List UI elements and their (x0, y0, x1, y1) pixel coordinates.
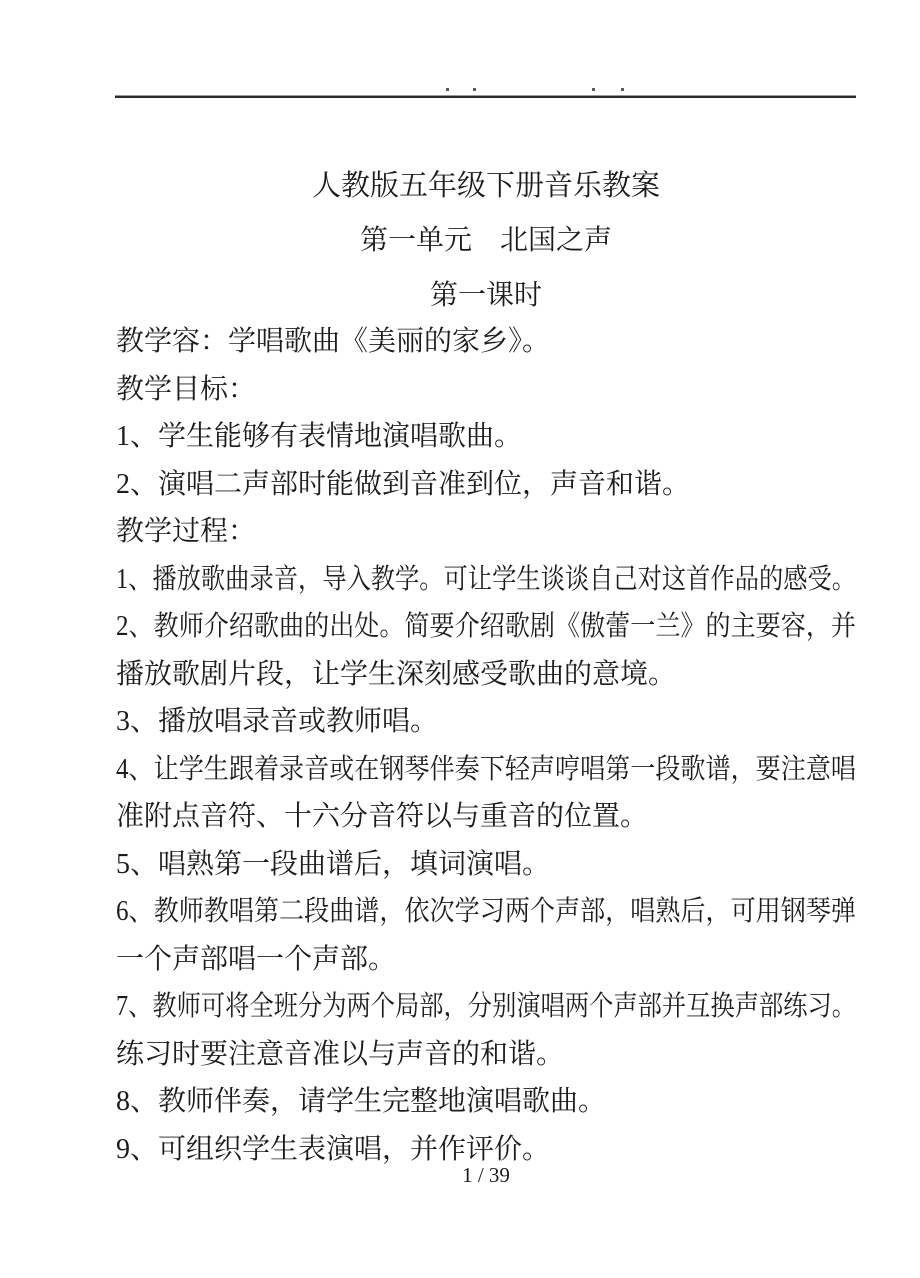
body-line: 8、教师伴奏，请学生完整地演唱歌曲。 (116, 1086, 607, 1117)
body-line: 7、教师可将全班分为两个局部，分别演唱两个声部并互换声部练习。 (116, 991, 857, 1022)
body-line: 9、可组织学生表演唱，并作评价。 (116, 1133, 551, 1165)
header-artifact-dot (473, 88, 476, 91)
header-rule (115, 95, 856, 98)
body-line: 一个声部唱一个声部。 (116, 943, 397, 975)
body-line: 3、播放唱录音或教师唱。 (116, 706, 439, 737)
body-line: 准附点音符、十六分音符以与重音的位置。 (116, 801, 649, 832)
body-line: 5、唱熟第一段曲谱后，填词演唱。 (116, 848, 551, 880)
lesson-heading: 第一课时 (429, 280, 542, 311)
body-line: 教学容：学唱歌曲《美丽的家乡》。 (116, 326, 551, 357)
body-line: 练习时要注意音准以与声音的和谐。 (116, 1038, 565, 1070)
page-number: 1 / 39 (462, 1163, 510, 1187)
body-line: 教学目标： (116, 373, 257, 405)
header-artifact-dot (592, 88, 595, 91)
body-line: 1、学生能够有表情地演唱歌曲。 (116, 421, 523, 452)
body-line: 2、教师介绍歌曲的出处。简要介绍歌剧《傲蕾一兰》的主要容，并 (116, 611, 857, 642)
body-line: 教学过程： (116, 516, 257, 547)
body-text (116, 318, 856, 1173)
body-line: 2、演唱二声部时能做到音准到位，声音和谐。 (116, 468, 691, 500)
body-line: 播放歌剧片段，让学生深刻感受歌曲的意境。 (116, 658, 677, 690)
body-line: 1、播放歌曲录音，导入教学。可让学生谈谈自己对这首作品的感受。 (116, 563, 857, 595)
header-artifact-dot (446, 88, 449, 91)
unit-heading: 第一单元 北国之声 (359, 225, 612, 256)
header-artifact-dot (621, 88, 624, 91)
document-content (116, 170, 856, 1173)
document-title: 人教版五年级下册音乐教案 (311, 170, 660, 202)
body-line: 4、让学生跟着录音或在钢琴伴奏下轻声哼唱第一段歌谱，要注意唱 (116, 753, 857, 785)
body-line: 6、教师教唱第二段曲谱，依次学习两个声部，唱熟后，可用钢琴弹 (116, 896, 857, 927)
